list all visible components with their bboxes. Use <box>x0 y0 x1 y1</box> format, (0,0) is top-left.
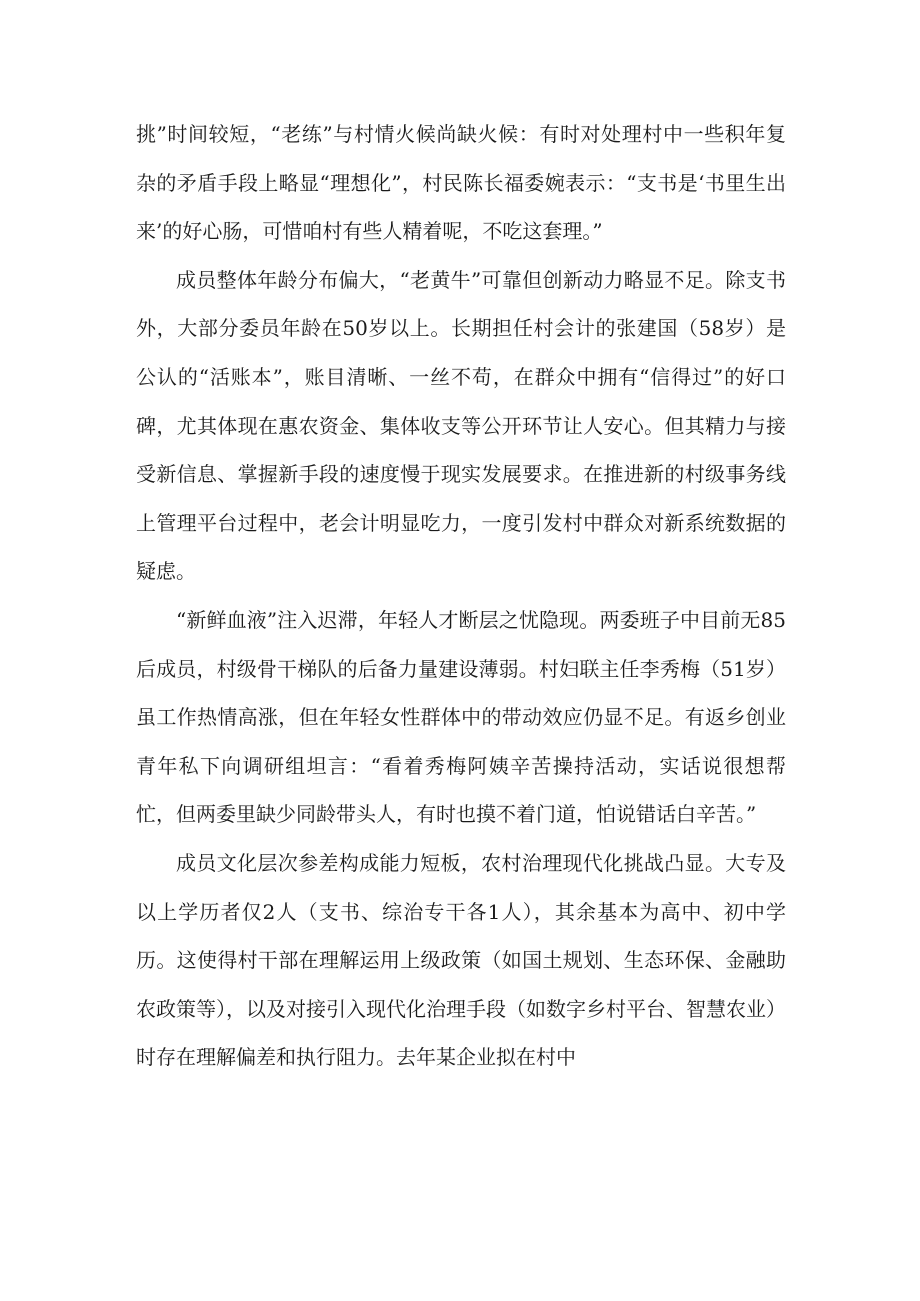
paragraph-2: 成员整体年龄分布偏大，“老黄牛”可靠但创新动力略显不足。除支书外，大部分委员年龄在50岁以上。长期担任村会计的张建国（58岁）是公认的“活账本”，账目清晰、一丝不苟，在群众中拥有“信得过”的好口碑，尤其体现在惠农资金、集体收支等公开环节让人安心。但其精力与接受新信息、掌握新手段的速度慢于现实发展要求。在推进新的村级事务线上管理平台过程中，老会计明显吃力，一度引发村中群众对新系统数据的疑虑。 <box>136 267 786 584</box>
document-body <box>136 110 786 1082</box>
paragraph-3: “新鲜血液”注入迟滞，年轻人才断层之忧隐现。两委班子中目前无85后成员，村级骨干梯队的后备力量建设薄弱。村妇联主任李秀梅（51岁）虽工作热情高涨，但在年轻女性群体中的带动效应仍显不足。有返乡创业青年私下向调研组坦言：“看着秀梅阿姨辛苦操持活动，实话说很想帮忙，但两委里缺少同龄带头人，有时也摸不着门道，怕说错话白辛苦。” <box>136 607 786 827</box>
paragraph-1: 挑”时间较短，“老练”与村情火候尚缺火候：有时对处理村中一些积年复杂的矛盾手段上略显“理想化”，村民陈长福委婉表示：“支书是‘书里生出来’的好心肠，可惜咱村有些人精着呢，不吃这套理。” <box>136 122 786 244</box>
paragraph-4: 成员文化层次参差构成能力短板，农村治理现代化挑战凸显。大专及以上学历者仅2人（支书、综治专干各1人），其余基本为高中、初中学历。这使得村干部在理解运用上级政策（如国土规划、生态环保、金融助农政策等），以及对接引入现代化治理手段（如数字乡村平台、智慧农业）时存在理解偏差和执行阻力。去年某企业拟在村中 <box>136 850 786 1070</box>
